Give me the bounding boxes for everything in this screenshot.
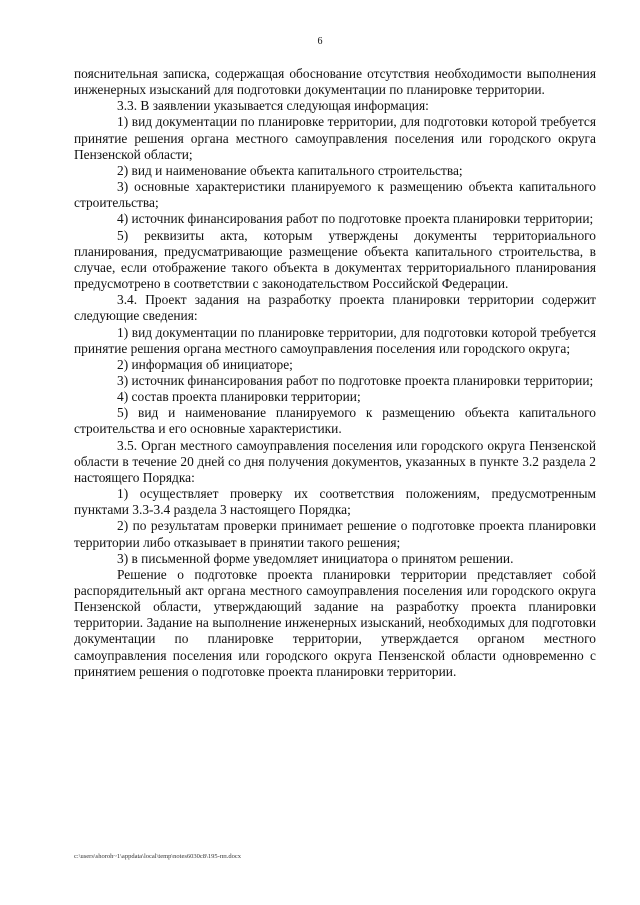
paragraph-decision: Решение о подготовке проекта планировки территории представляет собой распорядительный акт органа местного самоуправления поселения или городского округа Пензенской области, утверждающий задание на разработку проекта планировки территории. Задание на выполнение инженерных изысканий, необходимых для подготовки документации по планировке территории, утверждается органом местного самоуправления поселения или городского округа Пензенской области одновременно с принятием решения о подготовке проекта планировки территории. — [74, 566, 596, 679]
paragraph-3-5-item-1: 1) осуществляет проверку их соответствия положениям, предусмотренным пунктами 3.3-3.4 раздела 3 настоящего Порядка; — [74, 486, 596, 518]
paragraph-3-5-item-3: 3) в письменной форме уведомляет инициатора о принятом решении. — [117, 550, 514, 566]
paragraph-3-4-item-2: 2) информация об инициаторе; — [117, 356, 293, 372]
page-number: 6 — [317, 36, 323, 47]
paragraph-3-4-item-5: 5) вид и наименование планируемого к размещению объекта капитального строительства и его основные характеристики. — [74, 405, 596, 437]
document-body — [74, 66, 596, 680]
paragraph-3-5-heading: 3.5. Орган местного самоуправления поселения или городского округа Пензенской области в течение 20 дней со дня получения документов, указанных в пункте 3.2 раздела 2 настоящего Порядка: — [74, 437, 596, 485]
paragraph-3-3-item-3: 3) основные характеристики планируемого к размещению объекта капитального строительства; — [74, 179, 596, 211]
paragraph-3-3-heading: 3.3. В заявлении указывается следующая информация: — [117, 98, 429, 114]
footer-file-path: c:\users\shoroh~1\appdata\local\temp\notes6030c8\195-пп.docx — [74, 853, 241, 860]
paragraph-3-4-item-4: 4) состав проекта планировки территории; — [117, 389, 361, 405]
paragraph-explanatory-note: пояснительная записка, содержащая обоснование отсутствия необходимости выполнения инженерных изысканий для подготовки документации по планировке территории. — [74, 66, 596, 98]
paragraph-3-5-item-2: 2) по результатам проверки принимает решение о подготовке проекта планировки территории либо отказывает в принятии такого решения; — [74, 518, 596, 550]
paragraph-3-3-item-1: 1) вид документации по планировке территории, для подготовки которой требуется принятие решения органа местного самоуправления поселения или городского округа Пензенской области; — [74, 114, 596, 162]
paragraph-3-3-item-2: 2) вид и наименование объекта капитального строительства; — [117, 162, 463, 178]
paragraph-3-4-item-3: 3) источник финансирования работ по подготовке проекта планировки территории; — [117, 372, 594, 388]
paragraph-3-3-item-4: 4) источник финансирования работ по подготовке проекта планировки территории; — [117, 211, 594, 227]
paragraph-3-3-item-5: 5) реквизиты акта, которым утверждены документы территориального планирования, предусматривающие размещение объекта капитального строительства, в случае, если отображение такого объекта в документах территориального планирования предусмотрено в соответствии с законодательством Российской Федерации. — [74, 227, 596, 292]
paragraph-3-4-item-1: 1) вид документации по планировке территории, для подготовки которой требуется принятие решения органа местного самоуправления поселения или городского округа; — [74, 324, 596, 356]
paragraph-3-4-heading: 3.4. Проект задания на разработку проекта планировки территории содержит следующие сведения: — [74, 292, 596, 324]
